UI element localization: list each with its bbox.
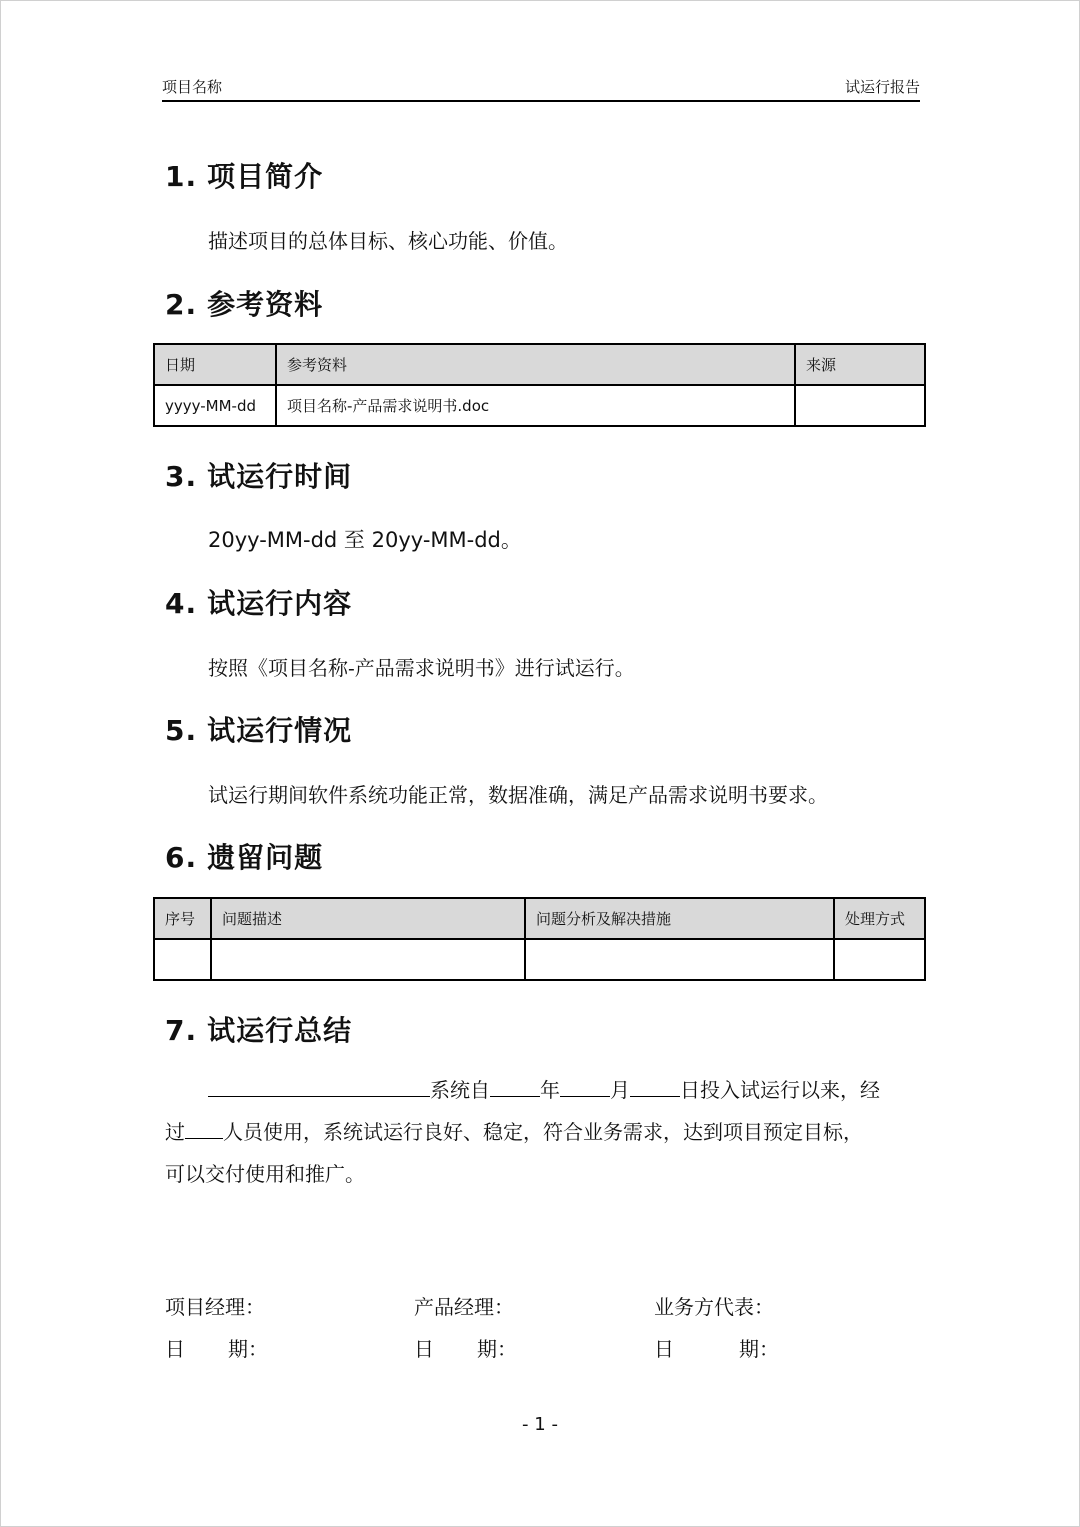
- section-heading-4: [165, 582, 352, 622]
- section-title: 试运行时间: [207, 460, 353, 493]
- header-cell-source: 来源: [795, 344, 925, 385]
- section-number: 7.: [165, 1014, 198, 1047]
- section-4-text: 按照《项目名称-产品需求说明书》进行试运行。: [208, 656, 635, 680]
- header-cell-date: 日期: [154, 344, 276, 385]
- summary-line-1: [165, 1069, 917, 1111]
- section-number: 4.: [165, 587, 198, 620]
- section-title: 试运行总结: [207, 1014, 353, 1047]
- summary-line-3: [165, 1153, 917, 1195]
- date-char: 期：: [228, 1337, 268, 1361]
- summary-text: 人员使用，系统试运行良好、稳定，符合业务需求，达到项目预定目标，: [223, 1120, 863, 1144]
- summary-text: 日投入试运行以来，经: [680, 1078, 880, 1102]
- section-title: 遗留问题: [207, 841, 324, 874]
- month-blank[interactable]: [560, 1074, 610, 1097]
- header-project-name: 项目名称: [162, 78, 223, 96]
- header-cell-handling: 处理方式: [834, 898, 925, 939]
- reference-table: [153, 343, 926, 427]
- section-title: 试运行内容: [207, 587, 353, 620]
- page-number: - 1 -: [522, 1414, 558, 1435]
- section-heading-7: [165, 1009, 352, 1049]
- section-number: 2.: [165, 288, 198, 321]
- section-heading-2: [165, 283, 323, 323]
- table-cell: [834, 939, 925, 980]
- section-number: 6.: [165, 841, 198, 874]
- table-row: [154, 385, 925, 426]
- summary-text: 月: [610, 1078, 630, 1102]
- summary-line-2: [165, 1111, 917, 1153]
- section-1-text: 描述项目的总体目标、核心功能、价值。: [208, 229, 568, 253]
- table-cell: [211, 939, 525, 980]
- date-char: 期：: [739, 1337, 779, 1361]
- summary-text: 系统自: [430, 1078, 490, 1102]
- table-cell: yyyy-MM-dd: [154, 385, 276, 426]
- project-manager-label: 项目经理：: [165, 1295, 265, 1319]
- summary-text: 年: [540, 1078, 560, 1102]
- table-header-row: [154, 344, 925, 385]
- section-heading-5: [165, 709, 352, 749]
- section-heading-3: [165, 455, 352, 495]
- section-number: 1.: [165, 160, 198, 193]
- day-blank[interactable]: [630, 1074, 680, 1097]
- table-cell: [525, 939, 834, 980]
- section-title: 试运行情况: [207, 714, 353, 747]
- summary-paragraph: [165, 1069, 917, 1195]
- date-char: 日: [414, 1337, 434, 1361]
- user-count-blank[interactable]: [185, 1116, 223, 1139]
- date-char: 期：: [477, 1337, 517, 1361]
- section-5-text: 试运行期间软件系统功能正常，数据准确，满足产品需求说明书要求。: [208, 783, 828, 807]
- date-label-2: [414, 1333, 517, 1362]
- summary-text: 过: [165, 1120, 185, 1144]
- section-3-text: 20yy-MM-dd 至 20yy-MM-dd。: [208, 528, 522, 552]
- section-heading-1: [165, 155, 323, 195]
- header-cell-description: 问题描述: [211, 898, 525, 939]
- table-cell: [795, 385, 925, 426]
- date-char: 日: [165, 1337, 185, 1361]
- year-blank[interactable]: [490, 1074, 540, 1097]
- table-header-row: [154, 898, 925, 939]
- section-number: 5.: [165, 714, 198, 747]
- header-cell-index: 序号: [154, 898, 211, 939]
- section-number: 3.: [165, 460, 198, 493]
- table-row: [154, 939, 925, 980]
- issues-table: [153, 897, 926, 981]
- section-heading-6: [165, 836, 323, 876]
- header-cell-reference: 参考资料: [276, 344, 795, 385]
- date-label-1: [165, 1333, 268, 1362]
- page-header: [162, 76, 920, 102]
- header-report-title: 试运行报告: [844, 78, 920, 96]
- section-title: 参考资料: [207, 288, 324, 321]
- header-cell-analysis: 问题分析及解决措施: [525, 898, 834, 939]
- date-char: 日: [654, 1337, 674, 1361]
- date-label-3: [654, 1333, 779, 1362]
- table-cell: 项目名称-产品需求说明书.doc: [276, 385, 795, 426]
- system-name-blank[interactable]: [208, 1074, 430, 1097]
- table-cell: [154, 939, 211, 980]
- summary-text: 可以交付使用和推广。: [165, 1162, 365, 1186]
- business-rep-label: 业务方代表：: [654, 1295, 774, 1319]
- section-title: 项目简介: [207, 160, 324, 193]
- product-manager-label: 产品经理：: [414, 1295, 514, 1319]
